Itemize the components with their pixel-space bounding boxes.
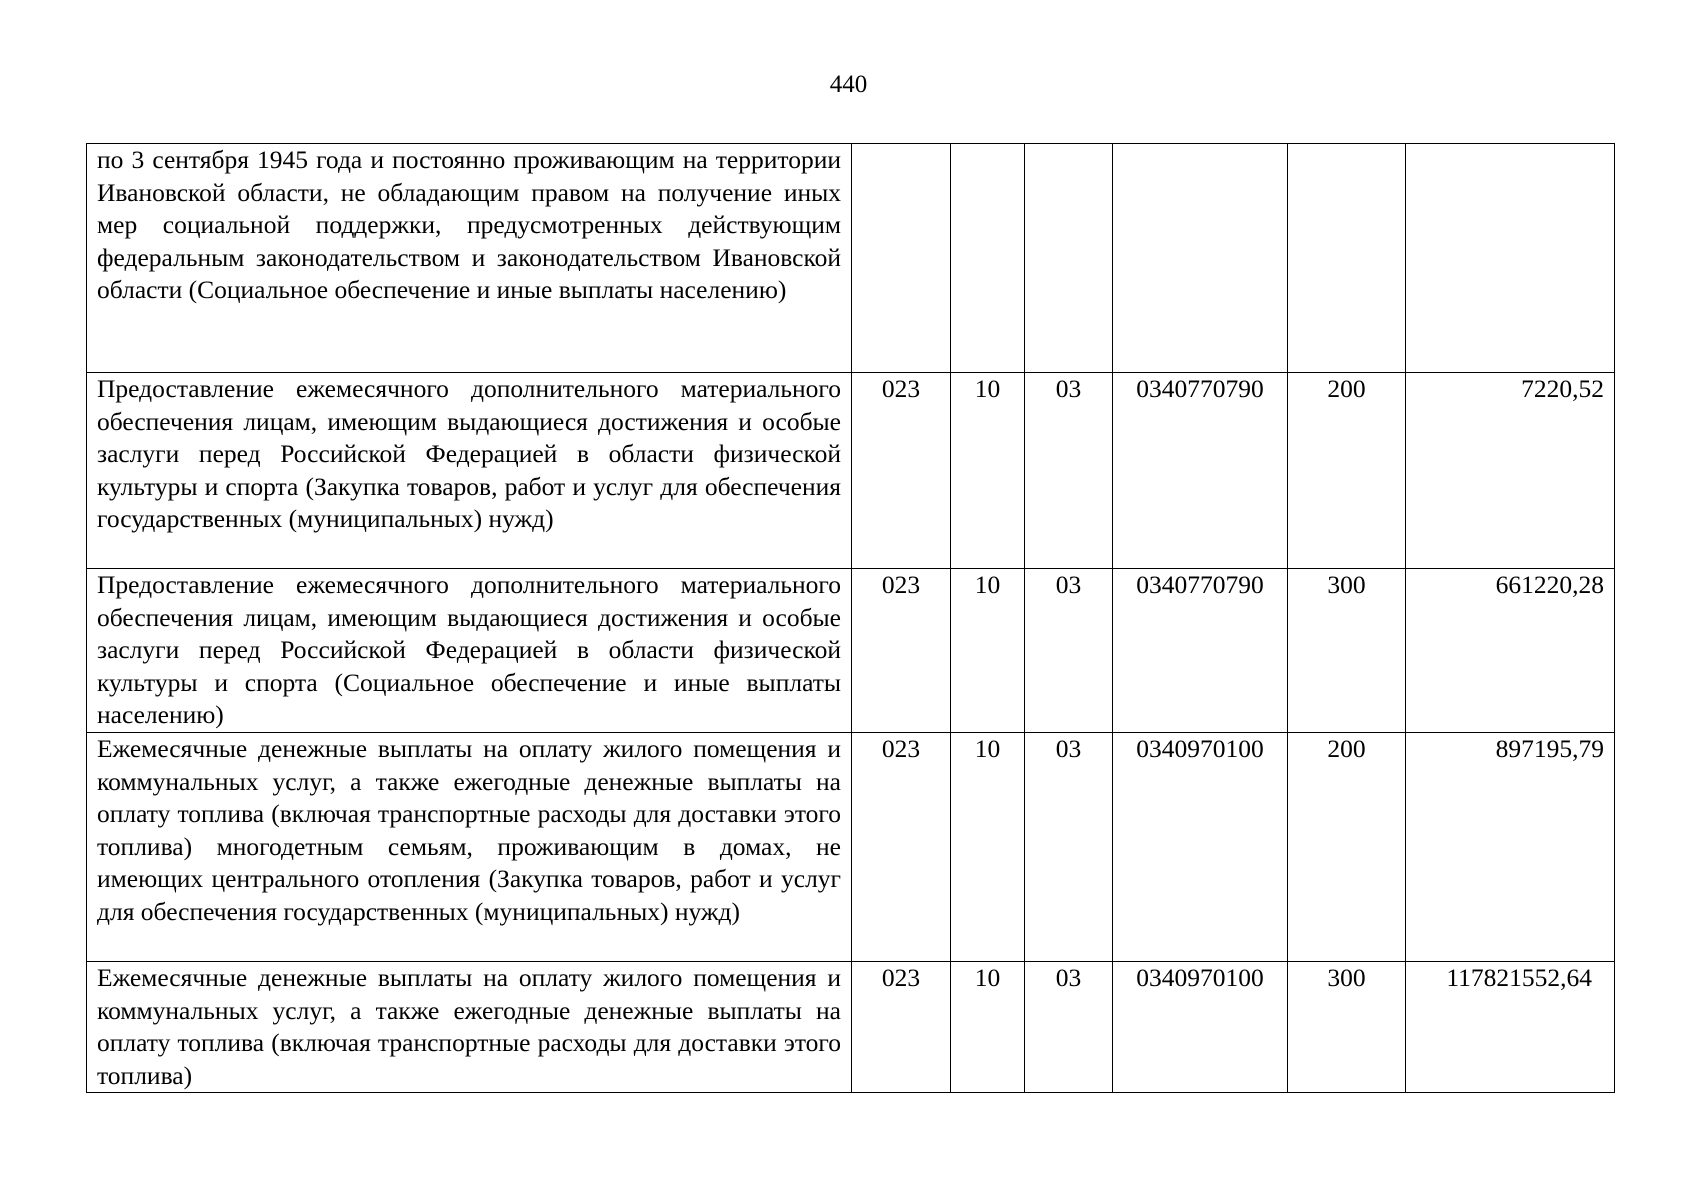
target-article-code: 0340770790 xyxy=(1113,569,1288,733)
row-description: Ежемесячные денежные выплаты на оплату жилого помещения и коммунальных услуг, а также ежегодные денежные выплаты на оплату топлива (включая транспортные расходы для доставки этого топлива) xyxy=(87,961,852,1092)
ministry-code: 023 xyxy=(852,732,951,961)
subsection-code: 03 xyxy=(1025,732,1113,961)
section-code xyxy=(951,144,1025,373)
page-number: 440 xyxy=(829,71,868,98)
section-code: 10 xyxy=(951,732,1025,961)
table-row xyxy=(87,569,1615,733)
ministry-code: 023 xyxy=(852,373,951,569)
expense-type-code: 200 xyxy=(1288,373,1406,569)
target-article-code: 0340970100 xyxy=(1113,732,1288,961)
target-article-code: 0340970100 xyxy=(1113,961,1288,1092)
target-article-code xyxy=(1113,144,1288,373)
ministry-code xyxy=(852,144,951,373)
expense-type-code: 300 xyxy=(1288,569,1406,733)
expense-type-code: 200 xyxy=(1288,732,1406,961)
budget-table xyxy=(86,143,1615,1093)
target-article-code: 0340770790 xyxy=(1113,373,1288,569)
expense-type-code xyxy=(1288,144,1406,373)
amount: 7220,52 xyxy=(1406,373,1615,569)
amount: 661220,28 xyxy=(1406,569,1615,733)
section-code: 10 xyxy=(951,373,1025,569)
ministry-code: 023 xyxy=(852,569,951,733)
section-code: 10 xyxy=(951,961,1025,1092)
table-row xyxy=(87,732,1615,961)
amount: 117821552,64 xyxy=(1406,961,1615,1092)
table-row xyxy=(87,373,1615,569)
expense-type-code: 300 xyxy=(1288,961,1406,1092)
subsection-code: 03 xyxy=(1025,373,1113,569)
section-code: 10 xyxy=(951,569,1025,733)
table-row xyxy=(87,144,1615,373)
subsection-code: 03 xyxy=(1025,961,1113,1092)
subsection-code xyxy=(1025,144,1113,373)
ministry-code: 023 xyxy=(852,961,951,1092)
subsection-code: 03 xyxy=(1025,569,1113,733)
row-description: Предоставление ежемесячного дополнительного материального обеспечения лицам, имеющим выдающиеся достижения и особые заслуги перед Российской Федерацией в области физической культуры и спорта (Социальное обеспечение и иные выплаты населению) xyxy=(87,569,852,733)
amount: 897195,79 xyxy=(1406,732,1615,961)
row-description: по 3 сентября 1945 года и постоянно проживающим на территории Ивановской области, не обладающим правом на получение иных мер социальной поддержки, предусмотренных действующим федеральным законодательством и законодательством Ивановской области (Социальное обеспечение и иные выплаты населению) xyxy=(87,144,852,373)
amount xyxy=(1406,144,1615,373)
row-description: Ежемесячные денежные выплаты на оплату жилого помещения и коммунальных услуг, а также ежегодные денежные выплаты на оплату топлива (включая транспортные расходы для доставки этого топлива) многодетным семьям, проживающим в домах, не имеющих центрального отопления (Закупка товаров, работ и услуг для обеспечения государственных (муниципальных) нужд) xyxy=(87,732,852,961)
row-description: Предоставление ежемесячного дополнительного материального обеспечения лицам, имеющим выдающиеся достижения и особые заслуги перед Российской Федерацией в области физической культуры и спорта (Закупка товаров, работ и услуг для обеспечения государственных (муниципальных) нужд) xyxy=(87,373,852,569)
table-row xyxy=(87,961,1615,1092)
